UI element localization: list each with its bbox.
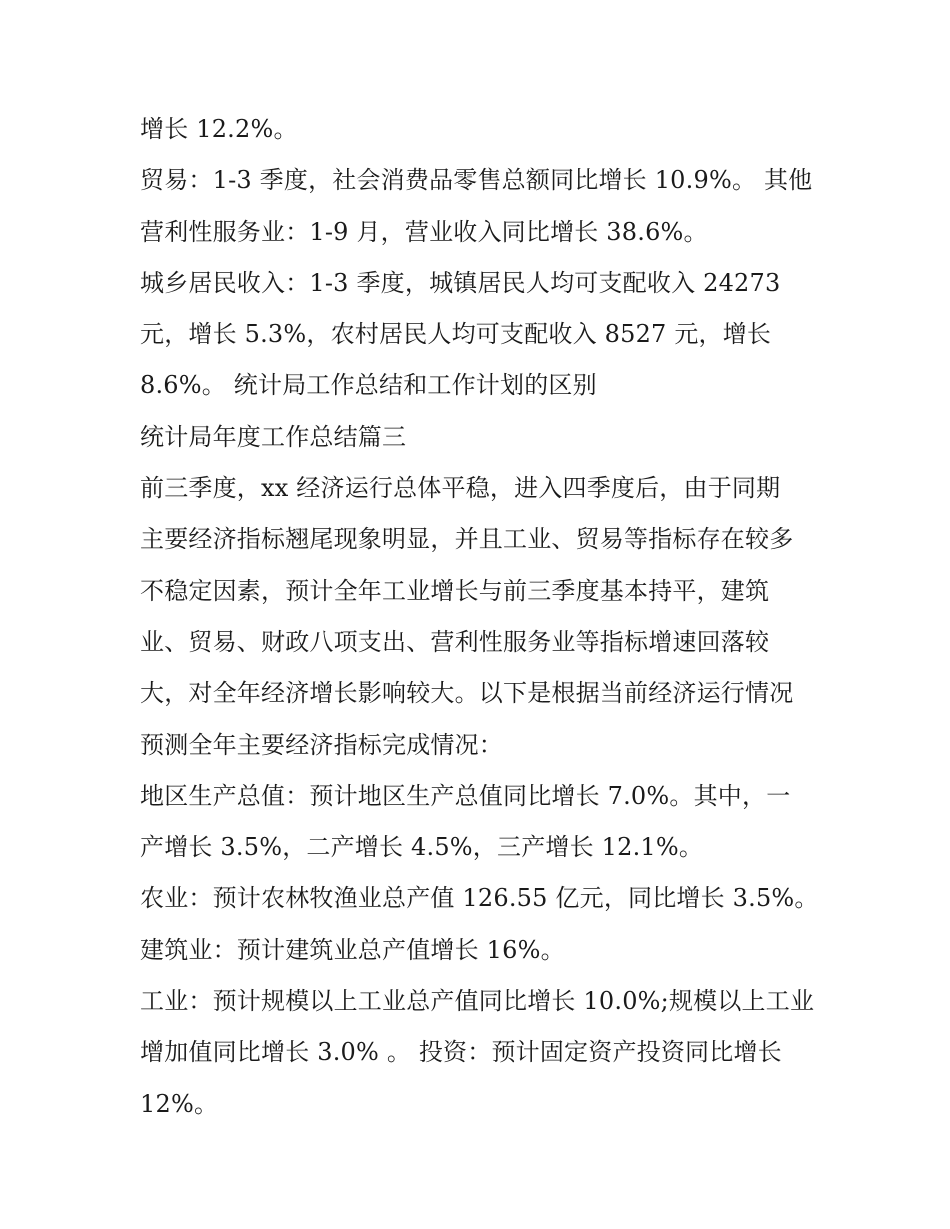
text-line: 增加值同比增长 3.0% 。 投资：预计固定资产投资同比增长 [140, 1038, 782, 1067]
text-line: 农业：预计农林牧渔业总产值 126.55 亿元，同比增长 3.5%。 [140, 884, 819, 913]
text-line: 营利性服务业：1-9 月，营业收入同比增长 38.6%。 [140, 217, 708, 246]
text-line: 12%。 [140, 1089, 219, 1118]
text-line: 产增长 3.5%，二产增长 4.5%，三产增长 12.1%。 [140, 833, 704, 862]
text-line: 地区生产总值：预计地区生产总值同比增长 7.0%。其中，一 [140, 781, 791, 810]
text-line: 业、贸易、财政八项支出、营利性服务业等指标增速回落较 [140, 627, 770, 656]
text-line: 增长 12.2%。 [140, 115, 298, 143]
text-line: 不稳定因素，预计全年工业增长与前三季度基本持平，建筑 [140, 576, 770, 605]
text-line: 工业：预计规模以上工业总产值同比增长 10.0%;规模以上工业 [140, 987, 815, 1016]
text-line: 8.6%。 统计局工作总结和工作计划的区别 [140, 371, 597, 400]
text-line: 主要经济指标翘尾现象明显，并且工业、贸易等指标存在较多 [140, 525, 794, 554]
text-line: 贸易：1-3 季度，社会消费品零售总额同比增长 10.9%。 其他 [140, 166, 813, 195]
text-line: 建筑业：预计建筑业总产值增长 16%。 [140, 935, 565, 964]
text-line: 城乡居民收入：1-3 季度，城镇居民人均可支配收入 24273 [140, 268, 781, 297]
text-line: 前三季度，xx 经济运行总体平稳，进入四季度后，由于同期 [140, 474, 781, 503]
text-line: 大，对全年经济增长影响较大。以下是根据当前经济运行情况 [140, 679, 794, 708]
text-line: 预测全年主要经济指标完成情况： [140, 730, 503, 759]
text-line: 元，增长 5.3%，农村居民人均可支配收入 8527 元，增长 [140, 320, 772, 349]
section-heading: 统计局年度工作总结篇三 [140, 422, 407, 451]
document-body [140, 104, 830, 1130]
